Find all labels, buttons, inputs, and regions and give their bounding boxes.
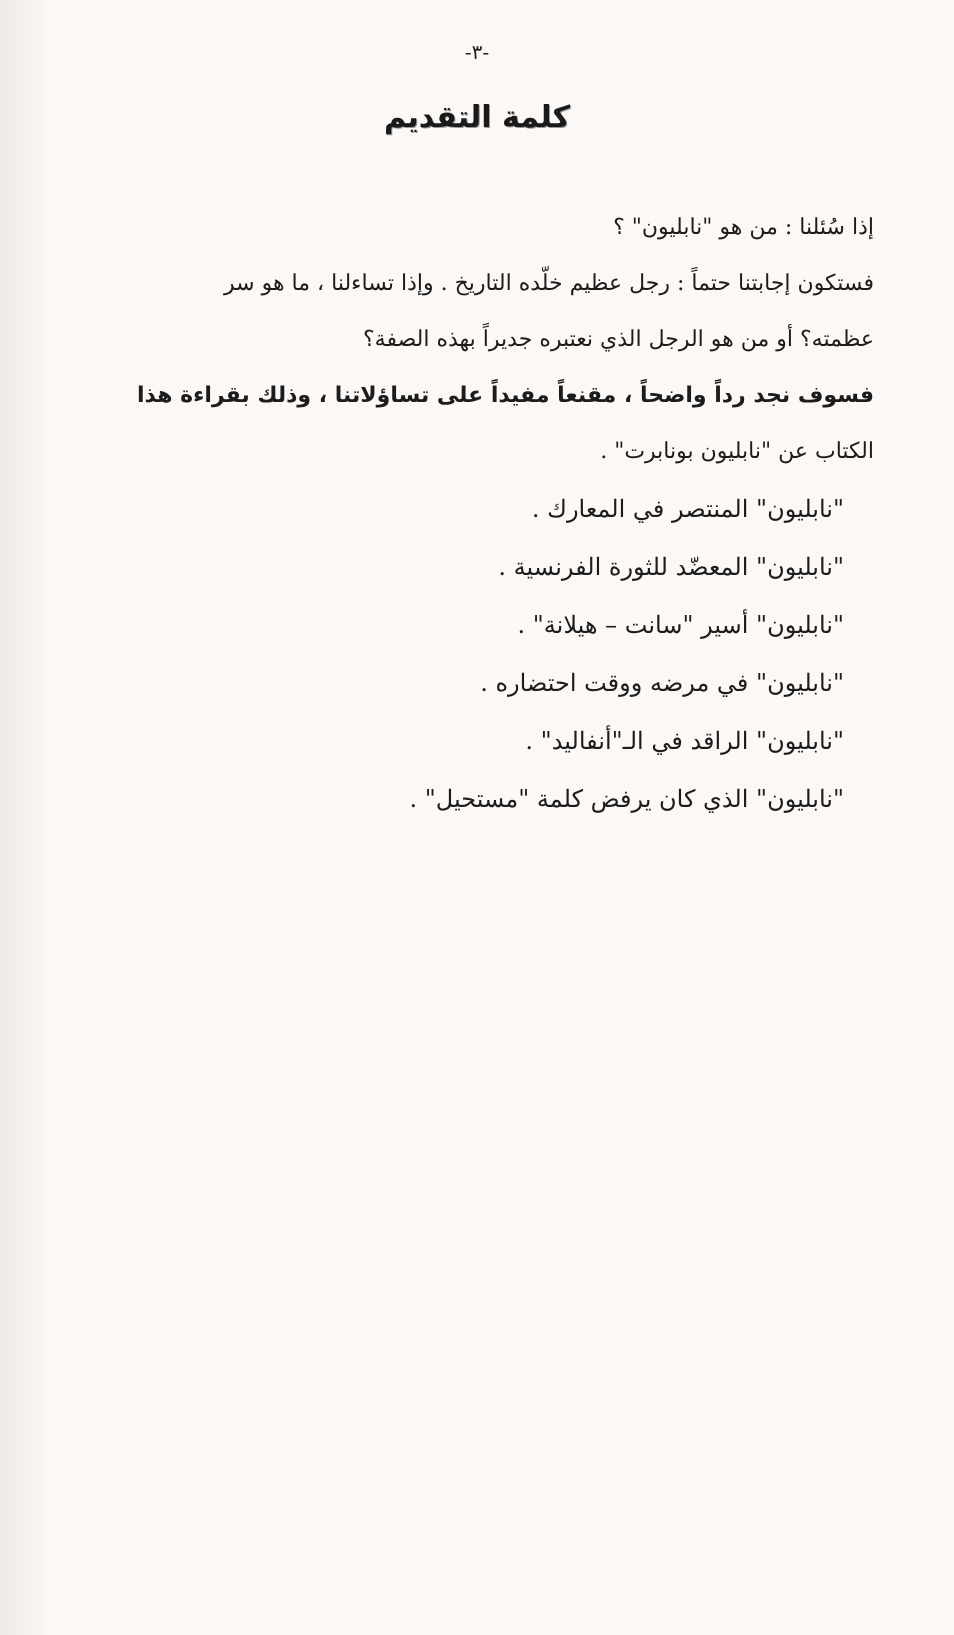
list-item: "نابليون" المعضّد للثورة الفرنسية . bbox=[498, 553, 844, 581]
list-item: "نابليون" أسير "سانت – هيلانة" . bbox=[517, 611, 844, 639]
paragraph-line: فستكون إجابتنا حتماً : رجل عظيم خلّده التاريخ . وإذا تساءلنا ، ما هو سر bbox=[224, 271, 874, 296]
list-item: "نابليون" الذي كان يرفض كلمة "مستحيل" . bbox=[409, 785, 844, 813]
paragraph-line: فسوف نجد رداً واضحاً ، مقنعاً مفيداً على تساؤلاتنا ، وذلك بقراءة هذا bbox=[137, 383, 874, 408]
list-item: "نابليون" في مرضه ووقت احتضاره . bbox=[480, 669, 844, 697]
paragraph-line: عظمته؟ أو من هو الرجل الذي نعتبره جديراً بهذه الصفة؟ bbox=[362, 327, 874, 352]
list-item: "نابليون" الراقد في الـ"أنفاليد" . bbox=[525, 727, 844, 755]
paragraph-line: إذا سُئلنا : من هو "نابليون" ؟ bbox=[613, 215, 874, 240]
page-number: -٣- bbox=[464, 40, 490, 64]
paragraph-line: الكتاب عن "نابليون بونابرت" . bbox=[600, 439, 874, 464]
list-item: "نابليون" المنتصر في المعارك . bbox=[531, 495, 844, 523]
body-text bbox=[44, 200, 874, 828]
page-title: كلمة التقديم bbox=[384, 100, 570, 135]
